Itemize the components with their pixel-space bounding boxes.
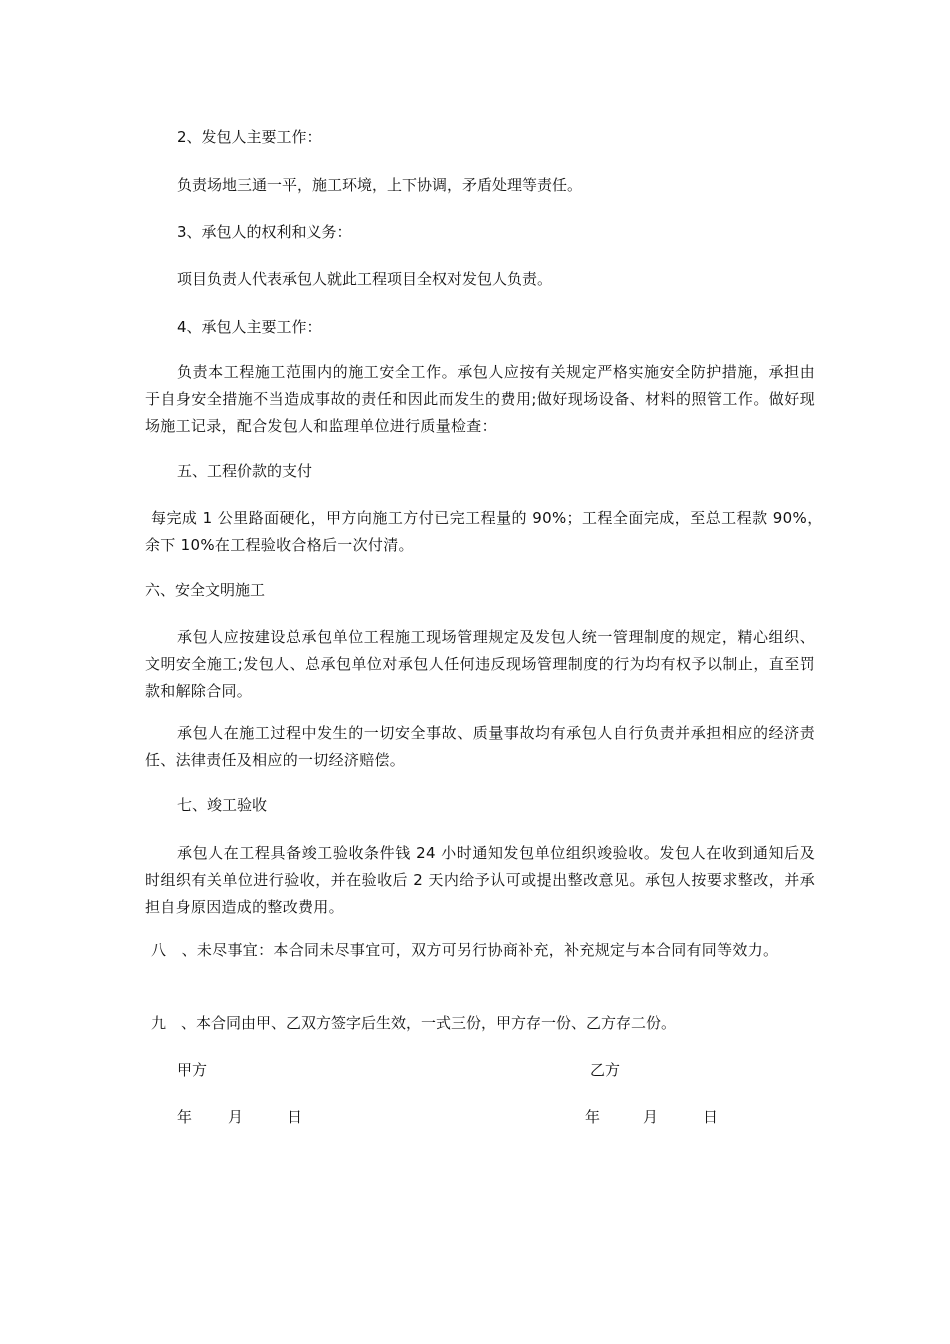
party-a-date-year: 年 xyxy=(177,1108,193,1126)
party-a-date-month: 月 xyxy=(228,1108,244,1126)
paragraph-safety-liability: 承包人在施工过程中发生的一切安全事故、质量事故均有承包人自行负责并承担相应的经济责任、法律责任及相应的一切经济赔偿。 xyxy=(145,724,815,769)
section-outstanding-matters: 八 、未尽事宜：本合同未尽事宜可，双方可另行协商补充，补充规定与本合同有同等效力。 xyxy=(151,941,779,959)
paragraph-contractor-rights: 项目负责人代表承包人就此工程项目全权对发包人负责。 xyxy=(177,270,553,288)
paragraph-payment: 每完成 1 公里路面硬化，甲方向施工方付已完工程量的 90%；工程全面完成，至总工程款 90%， 余下 10%在工程验收合格后一次付清。 xyxy=(145,509,831,554)
party-b-date-day: 日 xyxy=(703,1108,719,1126)
party-b-date-month: 月 xyxy=(643,1108,659,1126)
heading-employer-duties: 2、发包人主要工作： xyxy=(177,128,322,146)
paragraph-safety-management: 承包人应按建设总承包单位工程施工现场管理规定及发包人统一管理制度的规定，精心组织、文明安全施工;发包人、总承包单位对承包人任何违反现场管理制度的行为均有权予以制止，直至罚款和解除合同。 xyxy=(145,628,815,700)
party-b-date-year: 年 xyxy=(585,1108,601,1126)
party-a-label: 甲方 xyxy=(177,1061,208,1079)
paragraph-contractor-duties: 负责本工程施工范围内的施工安全工作。承包人应按有关规定严格实施安全防护措施，承担由于自身安全措施不当造成事故的责任和因此而发生的费用;做好现场设备、材料的照管工作。做好现场施工记录，配合发包人和监理单位进行质量检查： xyxy=(145,363,815,435)
section-effectiveness: 九 、本合同由甲、乙双方签字后生效，一式三份，甲方存一份、乙方存二份。 xyxy=(151,1014,677,1032)
section-heading-safety: 六、安全文明施工 xyxy=(145,581,266,599)
paragraph-acceptance: 承包人在工程具备竣工验收条件钱 24 小时通知发包单位组织竣验收。发包人在收到通知后及时组织有关单位进行验收，并在验收后 2 天内给予认可或提出整改意见。承包人按要求整改，并承担自身原因造成的整改费用。 xyxy=(145,844,815,916)
party-b-label: 乙方 xyxy=(590,1061,621,1079)
paragraph-employer-duties: 负责场地三通一平，施工环境，上下协调，矛盾处理等责任。 xyxy=(177,176,583,194)
section-heading-acceptance: 七、竣工验收 xyxy=(177,796,268,814)
party-a-date-day: 日 xyxy=(287,1108,303,1126)
section-heading-payment: 五、工程价款的支付 xyxy=(177,462,313,480)
heading-contractor-rights: 3、承包人的权利和义务： xyxy=(177,223,352,241)
heading-contractor-duties: 4、承包人主要工作： xyxy=(177,318,322,336)
